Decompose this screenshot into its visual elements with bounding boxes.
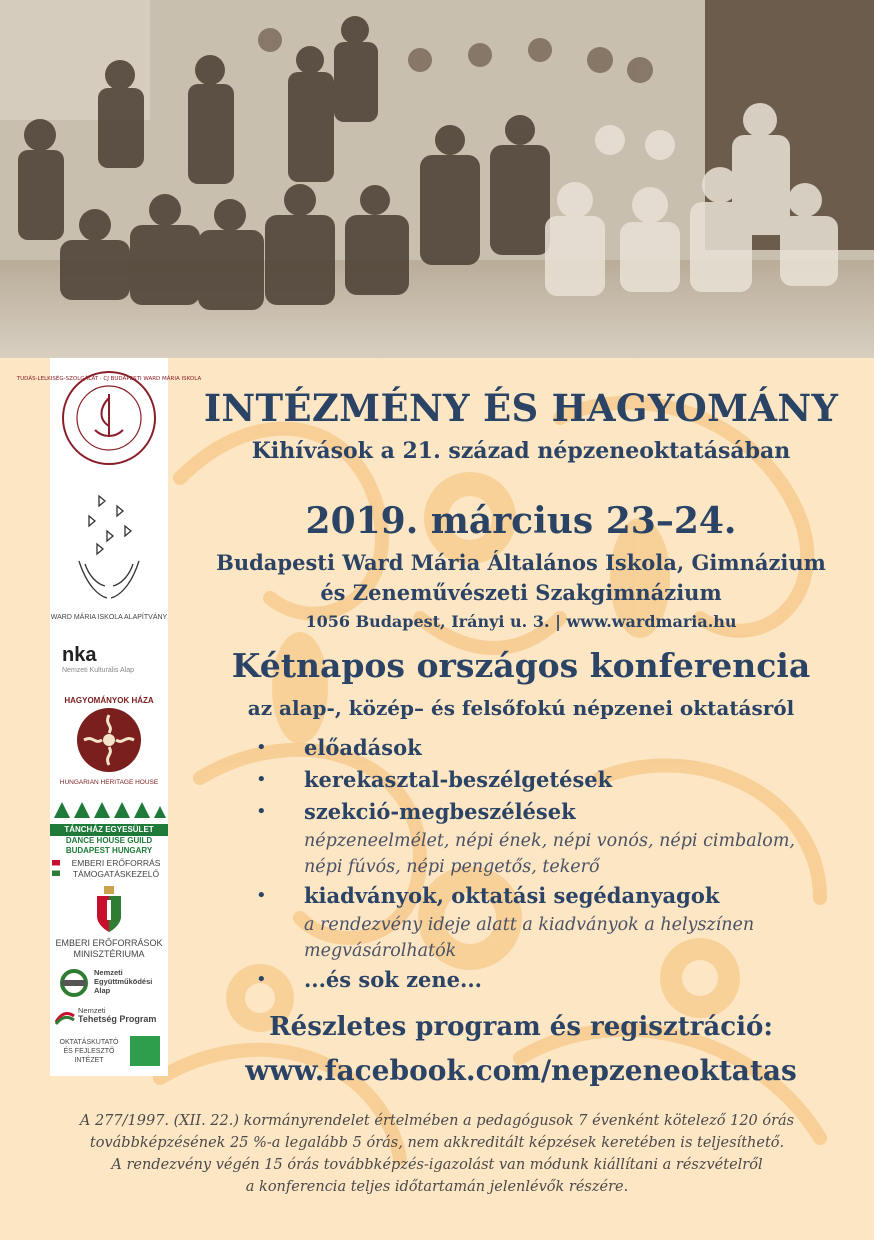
nka-logo	[50, 644, 180, 674]
bullet-icon: •	[256, 737, 267, 758]
header-photo	[0, 0, 874, 358]
footer-line: A 277/1997. (XII. 22.) kormányrendelet értelmében a pedagógusok 7 évenként kötelező 120 órás	[79, 1113, 795, 1129]
tanchaz-line2: DANCE HOUSE GUILD	[65, 836, 153, 845]
footer-line: a konferencia teljes időtartamán jelenlévők részére.	[245, 1179, 629, 1195]
program-item-label: kerekasztal-beszélgetések	[304, 767, 613, 792]
ward-foundation-logo	[50, 486, 168, 621]
footer-line: A rendezvény végén 15 órás továbbképzés-igazolást van módunk kiállítani a részvételről	[111, 1157, 763, 1173]
program-item-detail: megvásárolhatók	[304, 941, 457, 961]
program-item-label: kiadványok, oktatási segédanyagok	[304, 883, 720, 908]
ntp-line2: Tehetség Program	[78, 1014, 157, 1024]
ofi-line3: INTÉZET	[74, 1057, 104, 1064]
venue-line2: és Zeneművészeti Szakgimnázium	[320, 580, 722, 605]
folk-pattern-icon	[50, 796, 168, 820]
bullet-icon: •	[256, 885, 267, 906]
ofi-line2: ÉS FEJLESZTŐ	[63, 1048, 115, 1055]
program-item-detail: a rendezvény ideje alatt a kiadványok a helyszínen	[304, 915, 755, 935]
venue-address: 1056 Budapest, Irányi u. 3. | www.wardmaria.hu	[305, 612, 737, 631]
children-group-photo	[0, 0, 874, 358]
tanchaz-line3: BUDAPEST HUNGARY	[65, 846, 153, 855]
nea-line2: Együttműködési	[94, 977, 153, 986]
list-item	[248, 880, 868, 912]
program-item-label: előadások	[304, 735, 422, 760]
footer-line: továbbképzésének 25 %-a legalább 5 órás, nem akkreditált képzések keretében is teljesíthető.	[89, 1135, 785, 1151]
program-item-label: szekció-megbeszélések	[304, 799, 576, 824]
nka-name: Nemzeti Kulturális Alap	[62, 667, 134, 674]
ofi-logo	[50, 1038, 172, 1065]
emet-line2: TÁMOGATÁSKEZELŐ	[72, 869, 160, 879]
seal-icon	[16, 368, 202, 468]
ntp-swoosh-icon	[56, 1010, 74, 1024]
nea-logo	[50, 968, 178, 998]
ofi-line1: OKTATÁSKUTATÓ	[59, 1039, 119, 1046]
nea-icon	[60, 968, 88, 998]
program-item-label: ...és sok zene...	[304, 967, 482, 992]
bullet-icon: •	[256, 769, 267, 790]
nea-line1: Nemzeti	[94, 968, 123, 977]
emmi-line2: MINISZTÉRIUMA	[73, 949, 145, 959]
hands-butterflies-icon	[59, 486, 159, 616]
list-item	[248, 796, 868, 828]
list-item	[248, 964, 868, 996]
emmi-line1: EMBERI ERŐFORRÁSOK	[55, 938, 163, 948]
venue-line1: Budapesti Ward Mária Általános Iskola, Gimnázium	[216, 550, 826, 575]
footer-note	[0, 1110, 874, 1198]
ofi-square-icon	[130, 1036, 160, 1066]
emet-line1: EMBERI ERŐFORRÁS	[71, 858, 161, 868]
conference-subheading: az alap-, közép– és felsőfokú népzenei oktatásról	[247, 696, 795, 720]
sponsor-logo-column	[16, 358, 202, 1076]
emet-logo	[50, 858, 168, 880]
heritage-house-icon	[74, 705, 144, 775]
bullet-icon: •	[256, 801, 267, 822]
page-title: INTÉZMÉNY ÉS HAGYOMÁNY	[203, 386, 839, 430]
conference-heading: Kétnapos országos konferencia	[231, 646, 811, 685]
emmi-logo	[50, 886, 168, 960]
bullet-icon: •	[256, 969, 267, 990]
nka-mark: nka	[62, 644, 97, 666]
ntp-logo	[50, 1006, 174, 1024]
registration-link[interactable]: www.facebook.com/nepzeneoktatas	[245, 1054, 797, 1087]
ntp-line1: Nemzeti	[78, 1006, 106, 1015]
ward-maria-seal-logo	[16, 368, 202, 472]
hagyomanyok-top-text: HAGYOMÁNYOK HÁZA	[64, 696, 154, 705]
program-list	[248, 732, 868, 996]
hagyomanyok-haza-logo	[50, 696, 168, 786]
ward-foundation-name: WARD MÁRIA ISKOLA ALAPÍTVÁNY	[50, 614, 168, 621]
nea-line3: Alap	[94, 986, 111, 995]
tanchaz-line1: TÁNCHÁZ EGYESÜLET	[50, 824, 168, 836]
event-date: 2019. március 23–24.	[305, 500, 737, 542]
registration-heading: Részletes program és regisztráció:	[269, 1012, 773, 1042]
list-item	[248, 764, 868, 796]
hungarian-crest-icon	[52, 860, 60, 876]
coat-of-arms-icon	[94, 886, 124, 934]
tanchaz-egyesulet-logo	[50, 796, 168, 856]
page-subtitle: Kihívások a 21. század népzeneoktatásában	[251, 438, 791, 464]
program-item-detail: népi fúvós, népi pengetős, tekerő	[304, 857, 600, 877]
list-item	[248, 732, 868, 764]
program-item-detail: népzeneelmélet, népi ének, népi vonós, népi cimbalom,	[304, 831, 795, 851]
seal-ring-text: TUDÁS-LELKISÉG-SZOLGÁLAT · CJ BUDAPESTI WARD MÁRIA ISKOLA	[16, 376, 202, 382]
hagyomanyok-bottom-text: HUNGARIAN HERITAGE HOUSE	[59, 779, 159, 786]
